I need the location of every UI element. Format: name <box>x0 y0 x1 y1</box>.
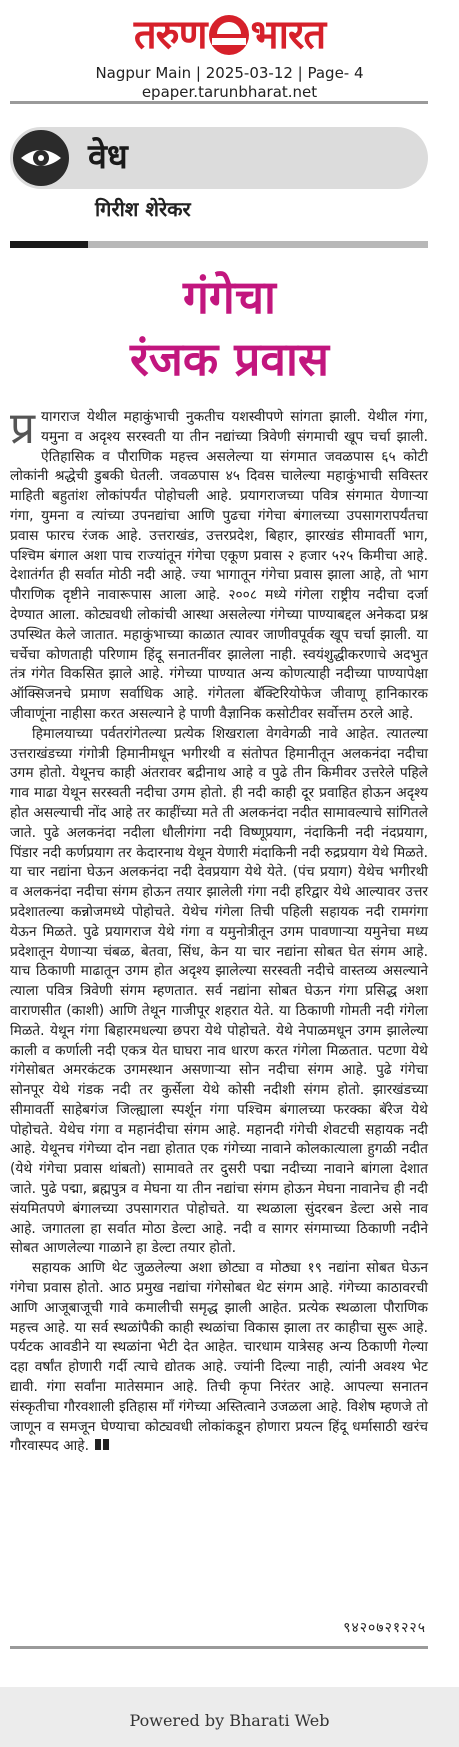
site-url[interactable]: epaper.tarunbharat.net <box>141 83 318 101</box>
issue-line: Nagpur Main | 2025-03-12 | Page- 4 <box>95 64 364 82</box>
article-body <box>10 403 428 1457</box>
headline <box>0 266 459 390</box>
paragraph-3-text: सहायक आणि थेट जुळलेल्या अशा छोट्या व मोठ्या १९ नद्यांना सोबत घेऊन गंगेचा प्रवास होतो. आठ प्रमुख नद्यांचा गंगेसोबत थेट संगम आहे. गंगेच्या काठावरची आणि आजूबाजूची गावे कमालीची समृद्ध झाली आहेत. प्रत्येक स्थळाला पौराणिक महत्त्व आहे. या सर्व स्थळांपैकी काही स्थळांचा विकास झाला तर काहीचा सुरू आहे. पर्यटक आवडीने या स्थळांना भेटी देत आहेत. चारधाम यात्रेसह अन्य ठिकाणी गेल्या दहा वर्षांत होणारी गर्दी त्याचे द्योतक आहे. ज्यांनी दिल्या नाही, त्यांनी अवश्य भेट द्यावी. गंगा सर्वांना मातेसमान आहे. तिची कृपा निरंतर आहे. आपल्या सनातन संस्कृतीचा गौरवशाली इतिहास माँ गंगेच्या अस्तित्वाने उजळला आहे. विशेष म्हणजे तो जाणून व समजून घेण्याचा कोट्यवधी लोकांकडून होणारा प्रयत्न हिंदू धर्मासाठी खरंच गौरवास्पद आहे. <box>10 1260 428 1455</box>
author-name: गिरीश शेरेकर <box>95 197 191 221</box>
footer <box>0 1687 459 1747</box>
headline-line-1: गंगेचा <box>183 270 276 324</box>
logo-text-left: तरुण <box>133 12 207 58</box>
masthead-divider <box>10 101 428 104</box>
masthead <box>0 14 459 102</box>
logo-emblem-icon <box>209 15 249 55</box>
paragraph-1-text: यागराज येथील महाकुंभाची नुकतीच यशस्वीपणे सांगता झाली. येथील गंगा, यमुना व अदृश्य सरस्वती या तीन नद्यांच्या त्रिवेणी संगमाची खूप चर्चा झाली. ऐतिहासिक व पौराणिक महत्त्व असलेल्या या संगमात जवळपास ६५ कोटी लोकांनी श्रद्धेची डुबकी घेतली. जवळपास ४५ दिवस चालेल्या महाकुंभाची सविस्तर माहिती बहुतांश लोकांपर्यंत पोहोचली आहे. प्रयागराजच्या पवित्र संगमात येणाऱ्या गंगा, युमना व त्यांच्या उपनद्यांचा आणि पुढचा गंगेचा बंगालच्या उपसागरापर्यंतचा प्रवास फारच रंजक आहे. उत्तराखंड, उत्तरप्रदेश, बिहार, झारखंड सीमावर्ती भाग, पश्चिम बंगाल अशा पाच राज्यांतून गंगेचा एकूण प्रवास २ हजार ५२५ किमीचा आहे. देशातंर्गत ही सर्वात मोठी नदी आहे. ज्या भागातून गंगेचा प्रवास झाला आहे, तो भाग पौराणिक दृष्टीने नावारूपास आला आहे. २००८ मध्ये गंगेला राष्ट्रीय नदीचा दर्जा देण्यात आला. कोट्यवधी लोकांची आस्था असलेल्या गंगेच्या पाण्याबद्दल अनेकदा प्रश्न उपस्थित केले जातात. महाकुंभाच्या काळात त्यावर जाणीवपूर्वक खूप चर्चा झाली. या चर्चेचा कोणताही परिणाम हिंदू सनातनींवर झालेला नाही. स्वयंशुद्धीकरणाचे अदभुत तंत्र गंगेत विकसित झाले आहे. गंगेच्या पाण्यात अन्य कोणत्याही नदीच्या पाण्यापेक्षा ऑक्सिजनचे प्रमाण सर्वाधिक आहे. गंगेतला बॅक्टिरियोफेज जीवाणू हानिकारक जीवाणूंना नाहीसा करत असल्याने हे पाणी वैज्ञानिक कसोटीवर सर्वोत्तम ठरले आहे. <box>10 409 428 722</box>
powered-by-link[interactable]: Powered by Bharati Web <box>129 1711 330 1730</box>
article-paragraph-2: हिमालयाच्या पर्वतरांगेतल्या प्रत्येक शिखराला वेगवेगळी नावे आहेत. त्यातल्या उत्तराखंडच्या गंगोत्री हिमानीमधून भगीरथी व संतोपत हिमानीतून अलकनंदा नदीचा उगम होतो. येथूनच काही अंतरावर बद्रीनाथ आहे व पुढे तीन किमीवर उत्तरेले पहिले गाव माढा येथून सरस्वती नदीचा उगम होतो. ही नदी काही दूर प्रवाहित होऊन अदृश्य होत असल्याची नोंद आहे तर काहींच्या मते ती अलकनंदा नदीत सामावल्याचे सांगितले जाते. पुढे अलकनंदा नदीला धौलीगंगा नदी विष्णूप्रयाग, नंदाकिनी नदी नंदप्रयाग, पिंडार नदी कर्णप्रयाग तर केदारनाथ येथून येणारी मंदाकिनी नदी रुद्रप्रयाग येथे मिळते. या चार नद्यांना घेऊन अलकनंदा नदी देवप्रयाग येथे येते. (पंच प्रयाग) येथेच भगीरथी व अलकनंदा नदीचा संगम होऊन तयार झालेली गंगा नदी हरिद्वार येथे आल्यावर उत्तर प्रदेशातल्या कन्नोजमध्ये पोहोचते. येथेच गंगेला तिची पहिली सहायक नदी रामगंगा येऊन मिळते. पुढे प्रयागराज येथे गंगा व यमुनोत्रीतून उगम पावणाऱ्या यमुनेचा मध्य प्रदेशातून येणाऱ्या चंबळ, बेतवा, सिंध, केन या चार नद्यांना सोबत घेत संगम आहे. याच ठिकाणी माढातून उगम होत अदृश्य झालेल्या सरस्वती नदीचे वास्तव्य असल्याने त्याला पवित्र त्रिवेणी संगम म्हणतात. सर्व नद्यांना सोबत घेऊन गंगा प्रसिद्ध अशा वाराणसीत (काशी) आणि तेथून गाजीपूर शहरात येते. या ठिकाणी गोमती नदी गंगेला मिळते. येथून गंगा बिहारमधल्या छपरा येथे पोहोचते. येथे नेपाळमधून उगम झालेल्या काली व कर्णाली नदी एकत्र येत घाघरा नाव धारण करत गंगेला मिळतात. पटणा येथे गंगेसोबत अमरकंटक उगमस्थान असणाऱ्या सोन नदीचा संगम आहे. पुढे गंगेचा सोनपूर येथे गंडक नदी तर कुर्सेला येथे कोसी नदीशी संगम होतो. झारखंडच्या सीमावर्ती साहेबगंज जिल्ह्याला स्पर्शून गंगा पश्चिम बंगालच्या फरक्का बॅरेज येथे पोहोचते. येथेच गंगा व महानंदीचा संगम आहे. महानदी गंगेची शेवटची सहायक नदी आहे. येथूनच गंगेच्या दोन नद्या होतात एक गंगेच्या नावाने कोलकात्याला हुगळी नदीत (येथे गंगेचा प्रवास थांबतो) सामावते तर दुसरी पद्मा नदीच्या नावाने बांगला देशात जाते. पुढे पद्मा, ब्रह्मपुत्र व मेघना या तीन नद्यांचा संगम होऊन मेघना नावानेच ही नदी संयमितपणे बंगालच्या उपसागरात पोहोचते. या स्थळाला सुंदरबन डेल्टा असे नाव आहे. जगातला हा सर्वात मोठा डेल्टा आहे. नदी व सागर संगमाच्या ठिकाणी नदीने सोबत आणलेल्या गाळाने हा डेल्टा तयार होतो. <box>10 725 428 1257</box>
headline-line-2: रंजक प्रवास <box>129 332 330 386</box>
newspaper-logo[interactable] <box>0 14 459 56</box>
contact-number: ९४२०७२१२२५ <box>343 1620 426 1636</box>
drop-cap: प्र <box>10 403 36 454</box>
end-mark-icon <box>95 1439 101 1450</box>
column-name: वेध <box>88 137 128 177</box>
column-banner <box>10 127 428 189</box>
article-paragraph-3 <box>10 1259 428 1457</box>
article-end-divider <box>10 1646 428 1649</box>
article-paragraph-1 <box>10 403 428 725</box>
eye-target-icon <box>10 127 72 189</box>
author-divider <box>10 241 428 248</box>
logo-text-right: भारत <box>250 12 326 58</box>
